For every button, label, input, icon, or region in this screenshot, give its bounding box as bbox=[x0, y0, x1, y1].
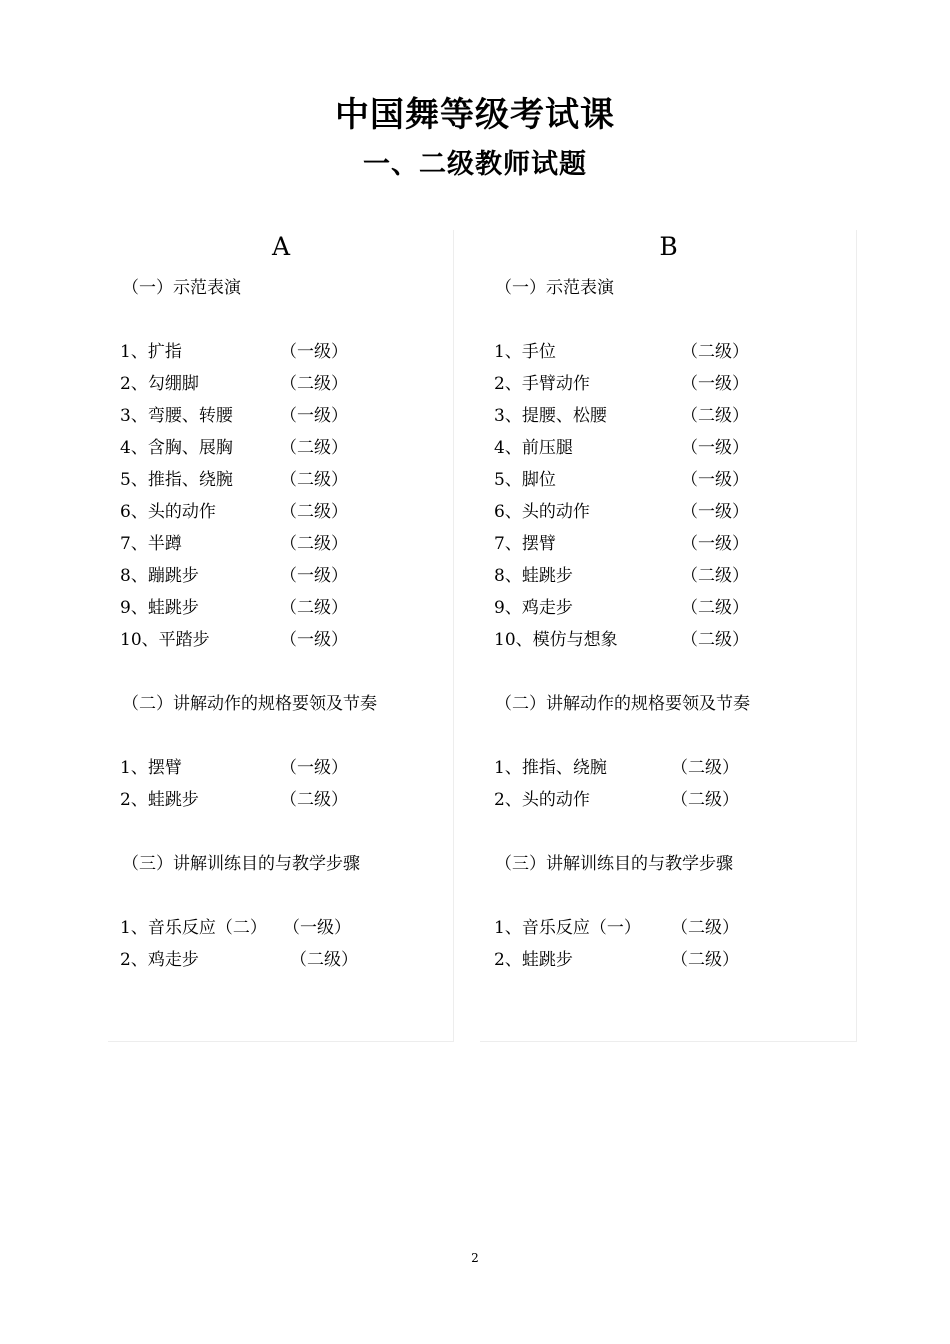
item-level: （一级） bbox=[280, 566, 348, 586]
list-item bbox=[494, 468, 749, 492]
item-label: 2、勾绷脚 bbox=[120, 374, 199, 394]
section-heading: （二）讲解动作的规格要领及节奏 bbox=[122, 694, 377, 714]
list-item bbox=[494, 628, 749, 652]
section-heading: （一）示范表演 bbox=[122, 278, 241, 298]
item-level: （二级） bbox=[280, 470, 348, 490]
list-item bbox=[494, 564, 749, 588]
item-level: （一级） bbox=[283, 918, 351, 938]
page-subtitle: 一、二级教师试题 bbox=[363, 149, 587, 180]
page-number: 2 bbox=[471, 1251, 479, 1265]
item-label: 5、推指、绕腕 bbox=[120, 470, 233, 490]
list-item bbox=[494, 340, 749, 364]
list-item bbox=[120, 916, 351, 940]
list-item bbox=[494, 436, 749, 460]
column-b bbox=[480, 230, 857, 1042]
item-label: 2、蛙跳步 bbox=[494, 950, 573, 970]
item-level: （二级） bbox=[681, 566, 749, 586]
item-level: （二级） bbox=[681, 342, 749, 362]
item-level: （二级） bbox=[681, 630, 749, 650]
column-a bbox=[108, 230, 454, 1042]
item-label: 5、脚位 bbox=[494, 470, 556, 490]
item-level: （一级） bbox=[280, 342, 348, 362]
item-label: 2、蛙跳步 bbox=[120, 790, 199, 810]
item-level: （一级） bbox=[681, 502, 749, 522]
list-item bbox=[120, 436, 348, 460]
list-item bbox=[494, 500, 749, 524]
list-item bbox=[120, 948, 358, 972]
item-level: （二级） bbox=[681, 598, 749, 618]
item-label: 2、手臂动作 bbox=[494, 374, 590, 394]
item-label: 7、半蹲 bbox=[120, 534, 182, 554]
item-level: （二级） bbox=[681, 406, 749, 426]
column-letter: B bbox=[659, 232, 678, 261]
item-level: （二级） bbox=[671, 950, 739, 970]
item-label: 8、蛙跳步 bbox=[494, 566, 573, 586]
section-heading: （一）示范表演 bbox=[495, 278, 614, 298]
item-label: 3、弯腰、转腰 bbox=[120, 406, 233, 426]
list-item bbox=[120, 788, 348, 812]
item-label: 1、推指、绕腕 bbox=[494, 758, 607, 778]
list-item bbox=[120, 404, 348, 428]
item-label: 6、头的动作 bbox=[494, 502, 590, 522]
item-level: （二级） bbox=[671, 790, 739, 810]
item-label: 10、模仿与想象 bbox=[494, 630, 618, 650]
item-level: （一级） bbox=[681, 438, 749, 458]
list-item bbox=[120, 628, 348, 652]
item-level: （一级） bbox=[681, 534, 749, 554]
item-level: （二级） bbox=[280, 438, 348, 458]
column-letter: A bbox=[271, 232, 291, 261]
item-label: 1、音乐反应（二） bbox=[120, 918, 267, 938]
item-level: （二级） bbox=[280, 790, 348, 810]
item-label: 1、手位 bbox=[494, 342, 556, 362]
item-level: （二级） bbox=[280, 374, 348, 394]
item-level: （一级） bbox=[681, 374, 749, 394]
item-level: （二级） bbox=[671, 758, 739, 778]
item-level: （一级） bbox=[280, 406, 348, 426]
list-item bbox=[120, 468, 348, 492]
section-heading: （三）讲解训练目的与教学步骤 bbox=[495, 854, 733, 874]
item-label: 9、蛙跳步 bbox=[120, 598, 199, 618]
page-title: 中国舞等级考试课 bbox=[335, 95, 615, 135]
item-level: （二级） bbox=[671, 918, 739, 938]
item-level: （二级） bbox=[290, 950, 358, 970]
item-label: 6、头的动作 bbox=[120, 502, 216, 522]
list-item bbox=[120, 500, 348, 524]
list-item bbox=[494, 788, 739, 812]
list-item bbox=[120, 596, 348, 620]
section-heading: （三）讲解训练目的与教学步骤 bbox=[122, 854, 360, 874]
list-item bbox=[494, 404, 749, 428]
item-label: 1、摆臂 bbox=[120, 758, 182, 778]
list-item bbox=[494, 596, 749, 620]
list-item bbox=[120, 564, 348, 588]
item-level: （一级） bbox=[280, 630, 348, 650]
item-level: （二级） bbox=[280, 534, 348, 554]
list-item bbox=[494, 532, 749, 556]
item-label: 10、平踏步 bbox=[120, 630, 210, 650]
item-label: 9、鸡走步 bbox=[494, 598, 573, 618]
item-label: 3、提腰、松腰 bbox=[494, 406, 607, 426]
item-label: 4、含胸、展胸 bbox=[120, 438, 233, 458]
item-label: 4、前压腿 bbox=[494, 438, 573, 458]
list-item bbox=[494, 948, 739, 972]
item-label: 7、摆臂 bbox=[494, 534, 556, 554]
item-level: （二级） bbox=[280, 502, 348, 522]
item-level: （一级） bbox=[681, 470, 749, 490]
item-label: 8、蹦跳步 bbox=[120, 566, 199, 586]
list-item bbox=[494, 372, 749, 396]
item-label: 1、扩指 bbox=[120, 342, 182, 362]
list-item bbox=[494, 756, 739, 780]
list-item bbox=[494, 916, 739, 940]
item-label: 2、头的动作 bbox=[494, 790, 590, 810]
list-item bbox=[120, 532, 348, 556]
item-label: 1、音乐反应（一） bbox=[494, 918, 641, 938]
item-level: （一级） bbox=[280, 758, 348, 778]
list-item bbox=[120, 340, 348, 364]
item-level: （二级） bbox=[280, 598, 348, 618]
list-item bbox=[120, 372, 348, 396]
item-label: 2、鸡走步 bbox=[120, 950, 199, 970]
section-heading: （二）讲解动作的规格要领及节奏 bbox=[495, 694, 750, 714]
list-item bbox=[120, 756, 348, 780]
